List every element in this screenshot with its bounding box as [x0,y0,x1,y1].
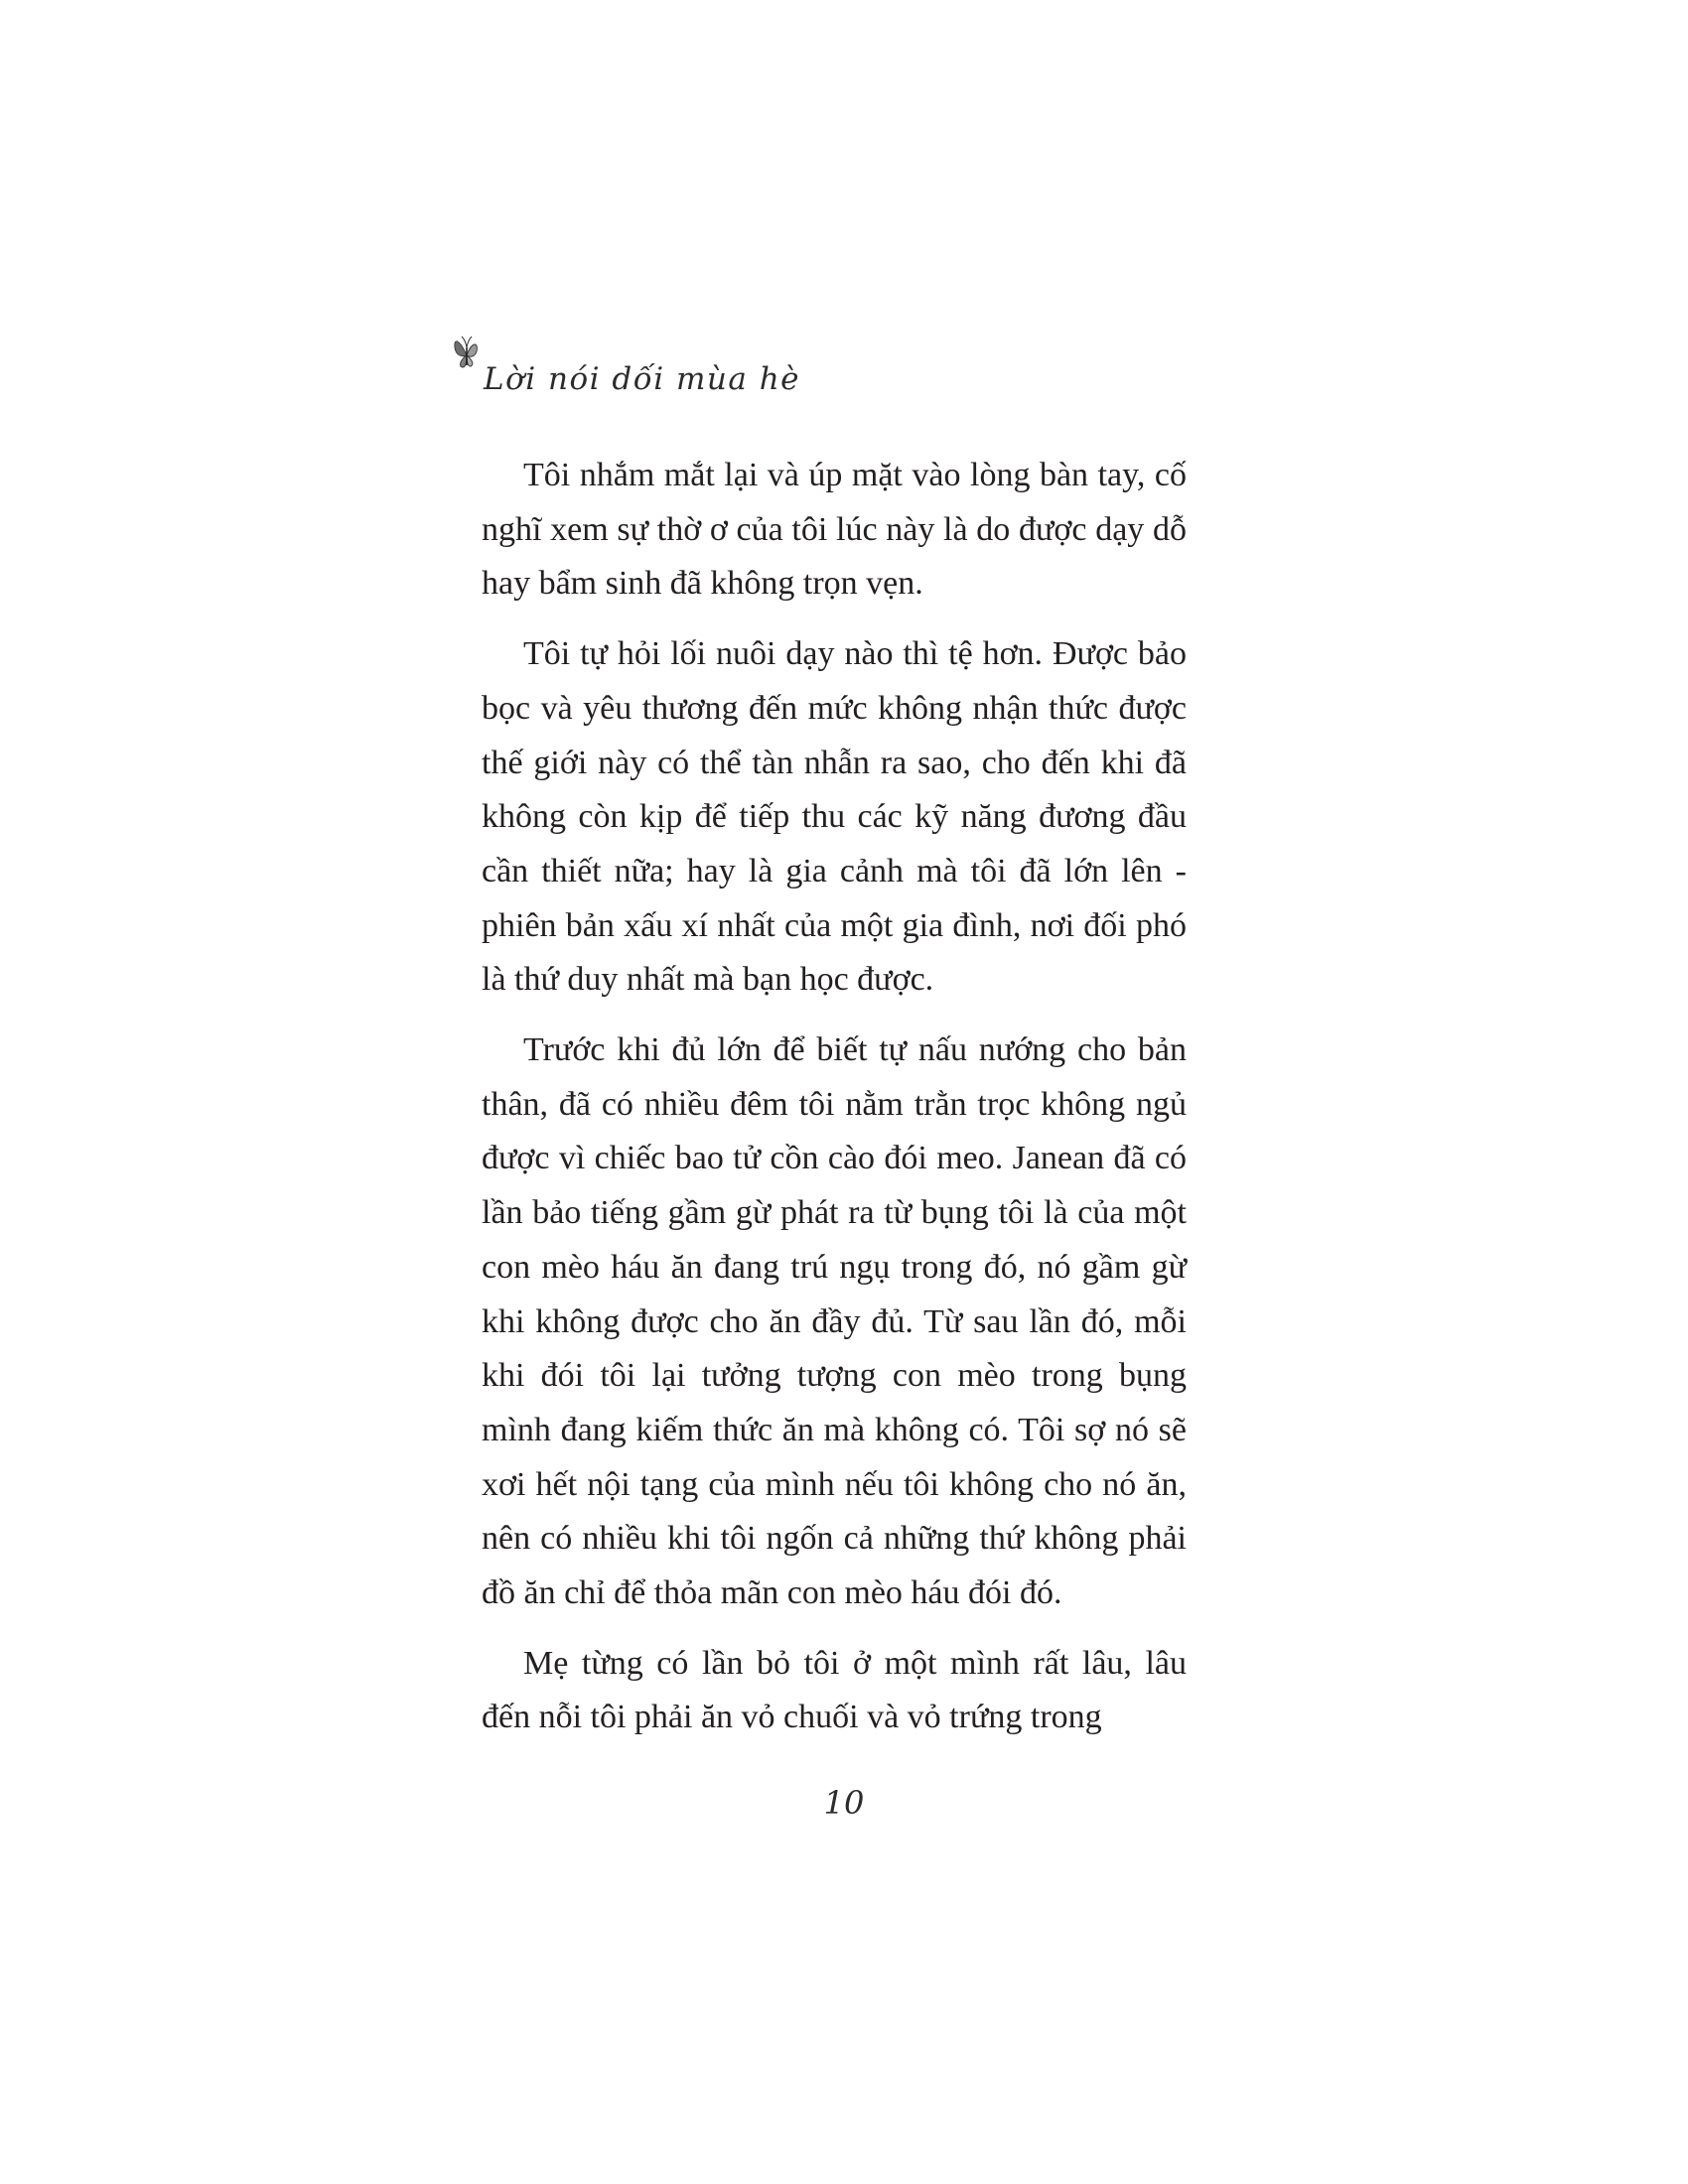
paragraph: Trước khi đủ lớn để biết tự nấu nướng cho bản thân, đã có nhiều đêm tôi nằm trằn trọc không ngủ được vì chiếc bao tử cồn cào đói meo. Janean đã có lần bảo tiếng gầm gừ phát ra từ bụng tôi là của một con mèo háu ăn đang trú ngụ trong đó, nó gầm gừ khi không được cho ăn đầy đủ. Từ sau lần đó, mỗi khi đói tôi lại tưởng tượng con mèo trong bụng mình đang kiếm thức ăn mà không có. Tôi sợ nó sẽ xơi hết nội tạng của mình nếu tôi không cho nó ăn, nên có nhiều khi tôi ngốn cả những thứ không phải đồ ăn chỉ để thỏa mãn con mèo háu đói đó. [482,1031,1187,1612]
paragraph: Tôi nhắm mắt lại và úp mặt vào lòng bàn tay, cố nghĩ xem sự thờ ơ của tôi lúc này là do được dạy dỗ hay bẩm sinh đã không trọn vẹn. [482,457,1187,603]
paragraph: Tôi tự hỏi lối nuôi dạy nào thì tệ hơn. Được bảo bọc và yêu thương đến mức không nhận thức được thế giới này có thể tàn nhẫn ra sao, cho đến khi đã không còn kịp để tiếp thu các kỹ năng đương đầu cần thiết nữa; hay là gia cảnh mà tôi đã lớn lên - phiên bản xấu xí nhất của một gia đình, nơi đối phó là thứ duy nhất mà bạn học được. [482,635,1187,999]
butterfly-icon [452,334,482,373]
body-text [482,449,1187,1761]
running-header-title: Lời nói dối mùa hè [484,361,801,397]
paragraph: Mẹ từng có lần bỏ tôi ở một mình rất lâu, lâu đến nỗi tôi phải ăn vỏ chuối và vỏ trứng trong [482,1644,1187,1736]
running-header [452,334,948,413]
page-number: 10 [823,1784,865,1822]
